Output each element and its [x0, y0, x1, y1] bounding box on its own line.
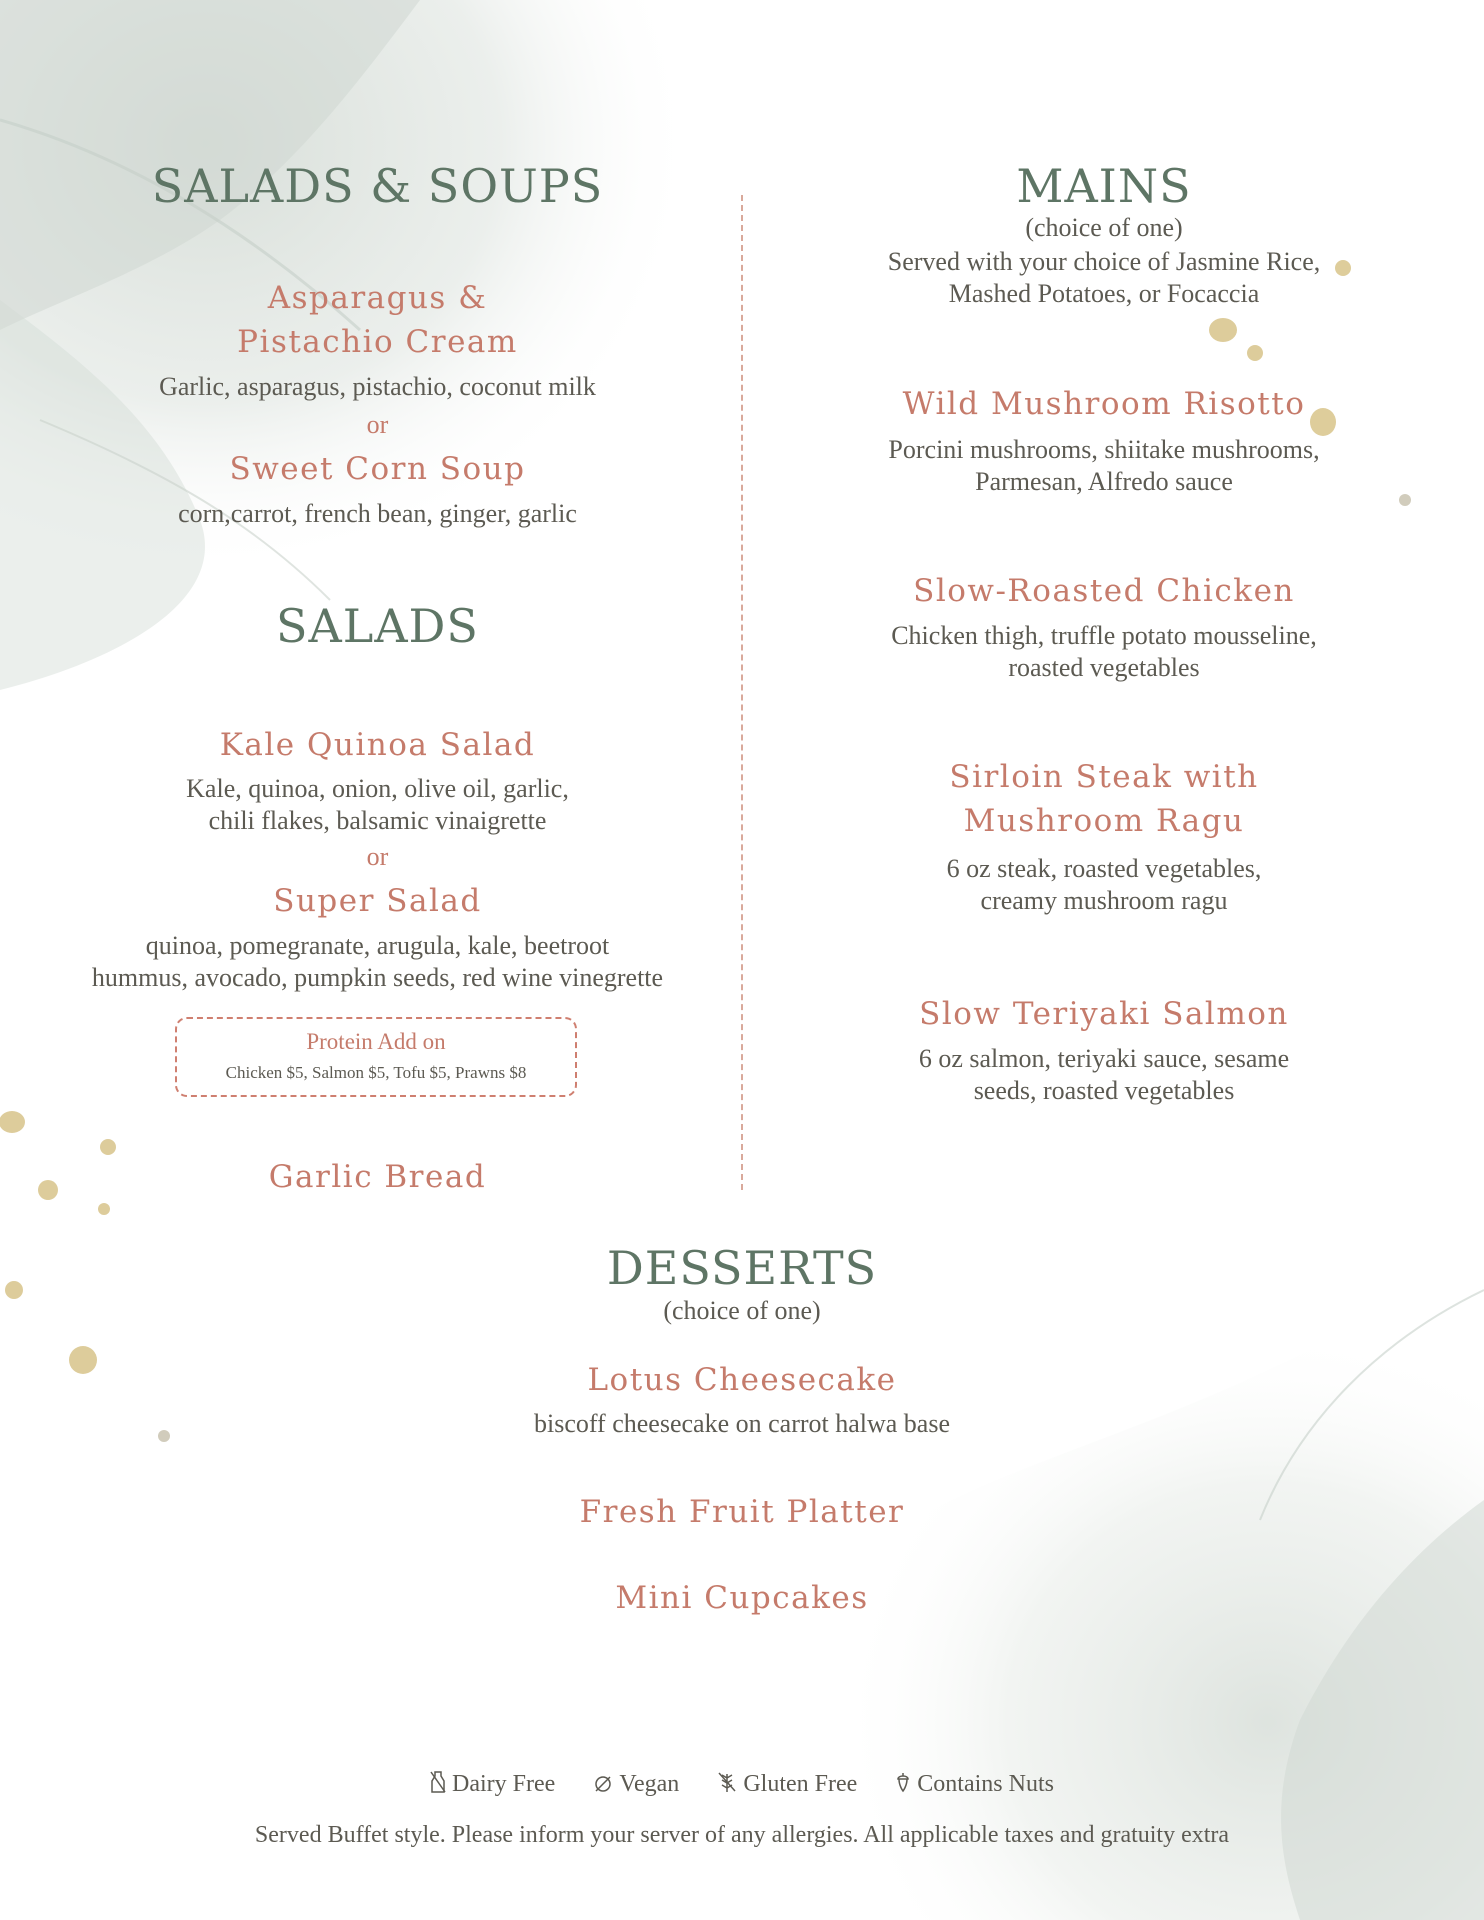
- dish-sirloin-desc-line1: 6 oz steak, roasted vegetables,: [946, 854, 1262, 883]
- dish-wild-mushroom-risotto: Wild Mushroom Risotto: [902, 386, 1306, 422]
- gluten-free-icon: [717, 1770, 737, 1794]
- legend-gluten-free: [717, 1770, 857, 1798]
- dish-sirloin-line2: Mushroom Ragu: [963, 803, 1245, 839]
- dish-asparagus-line2: Pistachio Cream: [237, 324, 518, 360]
- salads-title: SALADS: [276, 599, 479, 653]
- mains-served-line2: Mashed Potatoes, or Focaccia: [948, 279, 1260, 308]
- dish-kale-quinoa-salad: Kale Quinoa Salad: [219, 727, 536, 763]
- footer-note: Served Buffet style. Please inform your server of any allergies. All applicable taxes and gratuity extra: [254, 1822, 1230, 1848]
- dish-sweet-corn-desc: corn,carrot, french bean, ginger, garlic: [178, 499, 577, 528]
- protein-add-on-box: [175, 1017, 577, 1097]
- dish-salmon-desc-line2: seeds, roasted vegetables: [973, 1076, 1235, 1105]
- dish-slow-teriyaki-salmon: Slow Teriyaki Salmon: [919, 996, 1289, 1032]
- legend-vegan-label: Vegan: [619, 1771, 680, 1797]
- or-separator: or: [366, 842, 389, 871]
- legend-dairy-free-label: Dairy Free: [452, 1771, 556, 1797]
- protein-add-on-prices: Chicken $5, Salmon $5, Tofu $5, Prawns $8: [225, 1063, 527, 1082]
- dish-risotto-desc-line2: Parmesan, Alfredo sauce: [975, 467, 1233, 496]
- dish-super-salad: Super Salad: [273, 883, 482, 919]
- dish-slow-roasted-chicken: Slow-Roasted Chicken: [913, 573, 1295, 609]
- legend-gluten-free-label: Gluten Free: [743, 1771, 858, 1797]
- dish-mini-cupcakes: Mini Cupcakes: [615, 1580, 869, 1616]
- dish-sirloin-desc-line2: creamy mushroom ragu: [980, 886, 1228, 915]
- desserts-title: DESSERTS: [606, 1241, 878, 1295]
- legend-contains-nuts-label: Contains Nuts: [917, 1771, 1054, 1797]
- dish-kale-desc-line2: chili flakes, balsamic vinaigrette: [208, 806, 547, 835]
- legend-dairy-free: [430, 1770, 555, 1798]
- dish-super-desc-line2: hummus, avocado, pumpkin seeds, red wine vinegrette: [91, 963, 664, 992]
- dish-cheesecake-desc: biscoff cheesecake on carrot halwa base: [533, 1409, 951, 1438]
- dish-kale-desc-line1: Kale, quinoa, onion, olive oil, garlic,: [186, 774, 569, 803]
- dish-chicken-desc-line1: Chicken thigh, truffle potato mousseline,: [891, 621, 1317, 650]
- dish-garlic-bread: Garlic Bread: [268, 1159, 487, 1195]
- mains-title: MAINS: [1016, 159, 1192, 213]
- or-separator: or: [366, 410, 389, 439]
- dish-asparagus-desc: Garlic, asparagus, pistachio, coconut milk: [159, 372, 596, 401]
- dish-chicken-desc-line2: roasted vegetables: [1008, 653, 1200, 682]
- legend-vegan: [593, 1771, 679, 1798]
- dish-super-desc-line1: quinoa, pomegranate, arugula, kale, beetroot: [145, 931, 610, 960]
- vegan-icon: [593, 1774, 613, 1794]
- dish-sirloin-line1: Sirloin Steak with: [949, 759, 1259, 795]
- nut-icon: [895, 1772, 911, 1794]
- dish-lotus-cheesecake: Lotus Cheesecake: [587, 1362, 897, 1398]
- mains-subtitle: (choice of one): [1025, 213, 1183, 242]
- dish-salmon-desc-line1: 6 oz salmon, teriyaki sauce, sesame: [918, 1044, 1290, 1073]
- dairy-free-icon: [430, 1770, 446, 1794]
- dish-asparagus-line1: Asparagus &: [267, 280, 488, 316]
- mains-served-line1: Served with your choice of Jasmine Rice,: [887, 247, 1321, 276]
- dietary-legend: [0, 1770, 1484, 1798]
- dish-fresh-fruit-platter: Fresh Fruit Platter: [579, 1494, 905, 1530]
- dish-risotto-desc-line1: Porcini mushrooms, shiitake mushrooms,: [888, 435, 1320, 464]
- legend-contains-nuts: [895, 1771, 1054, 1798]
- dish-sweet-corn-soup: Sweet Corn Soup: [229, 451, 526, 487]
- salads-soups-title: SALADS & SOUPS: [151, 159, 604, 213]
- desserts-subtitle: (choice of one): [663, 1296, 821, 1325]
- protein-add-on-title: Protein Add on: [306, 1029, 446, 1054]
